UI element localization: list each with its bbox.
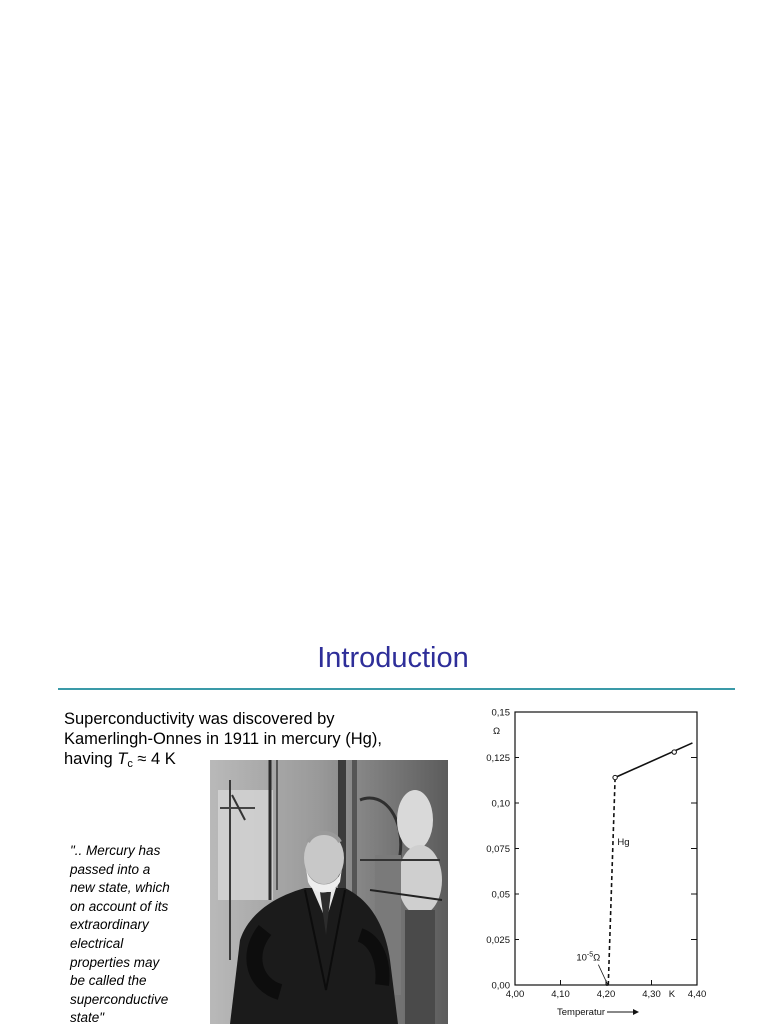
- x-tick-label: 4,30: [642, 989, 661, 1000]
- x-axis-label: Temperatur: [557, 1007, 606, 1018]
- quote-line: new state, which: [70, 880, 170, 896]
- x-axis-arrow: [607, 1009, 639, 1015]
- series-dashed-segment: [608, 778, 615, 985]
- quote-line: state": [70, 1010, 105, 1024]
- data-point: [613, 775, 617, 779]
- quote-line: passed into a: [70, 861, 151, 877]
- intro-line-1: Superconductivity was discovered by: [64, 710, 335, 728]
- tc-symbol: T: [117, 750, 128, 768]
- intro-line-2: Kamerlingh-Onnes in 1911 in mercury (Hg),: [64, 730, 382, 748]
- x-tick-label: 4,20: [596, 989, 616, 1000]
- quote-line: be called the: [70, 973, 147, 989]
- x-unit-label: K: [668, 989, 676, 1000]
- y-tick-label: 0,125: [486, 753, 510, 764]
- annotation-label: $10^{-5}\Omega$: [576, 951, 601, 964]
- y-tick-label: 0,025: [486, 935, 510, 946]
- y-tick-label: 0,00: [491, 980, 510, 992]
- title-divider: [58, 688, 735, 690]
- tc-subscript: c: [127, 758, 133, 770]
- y-tick-label: 0,05: [491, 889, 510, 901]
- kamerlingh-onnes-photo: [210, 760, 448, 1024]
- y-tick-label: 0,15: [491, 707, 510, 719]
- resistance-temperature-chart: [470, 700, 710, 1024]
- series-label: Hg: [617, 836, 630, 848]
- annotation-pointer: [598, 965, 607, 984]
- y-tick-label: 0,075: [486, 844, 510, 855]
- x-tick-label: 4,40: [687, 989, 707, 1000]
- x-tick-label: 4,10: [551, 989, 570, 1000]
- y-axis-ticks: [486, 708, 697, 992]
- tc-value: ≈ 4 K: [132, 750, 176, 768]
- x-tick-label: 4,00: [505, 989, 525, 1000]
- quote-block: [70, 842, 200, 1024]
- quote-line: ".. Mercury has: [70, 843, 161, 858]
- quote-line: on account of its: [70, 898, 169, 914]
- annotation-layer: [576, 952, 607, 984]
- quote-line: electrical: [70, 935, 124, 951]
- quote-line: extraordinary: [70, 917, 149, 933]
- quote-line: superconductive: [70, 991, 169, 1007]
- x-axis-ticks: [506, 980, 707, 1000]
- y-axis-label: Ω: [493, 726, 501, 737]
- series-layer: [606, 743, 692, 985]
- intro-line-3-prefix: having: [64, 750, 118, 768]
- y-tick-label: 0,10: [491, 798, 510, 810]
- quote-line: properties may: [70, 954, 160, 970]
- slide-title: Introduction: [317, 642, 469, 674]
- photo-illustration: [210, 760, 448, 1024]
- series-solid-segment: [615, 743, 692, 778]
- data-point: [672, 750, 676, 754]
- x-arrow-head: [633, 1009, 639, 1015]
- chart-svg: [470, 700, 710, 1024]
